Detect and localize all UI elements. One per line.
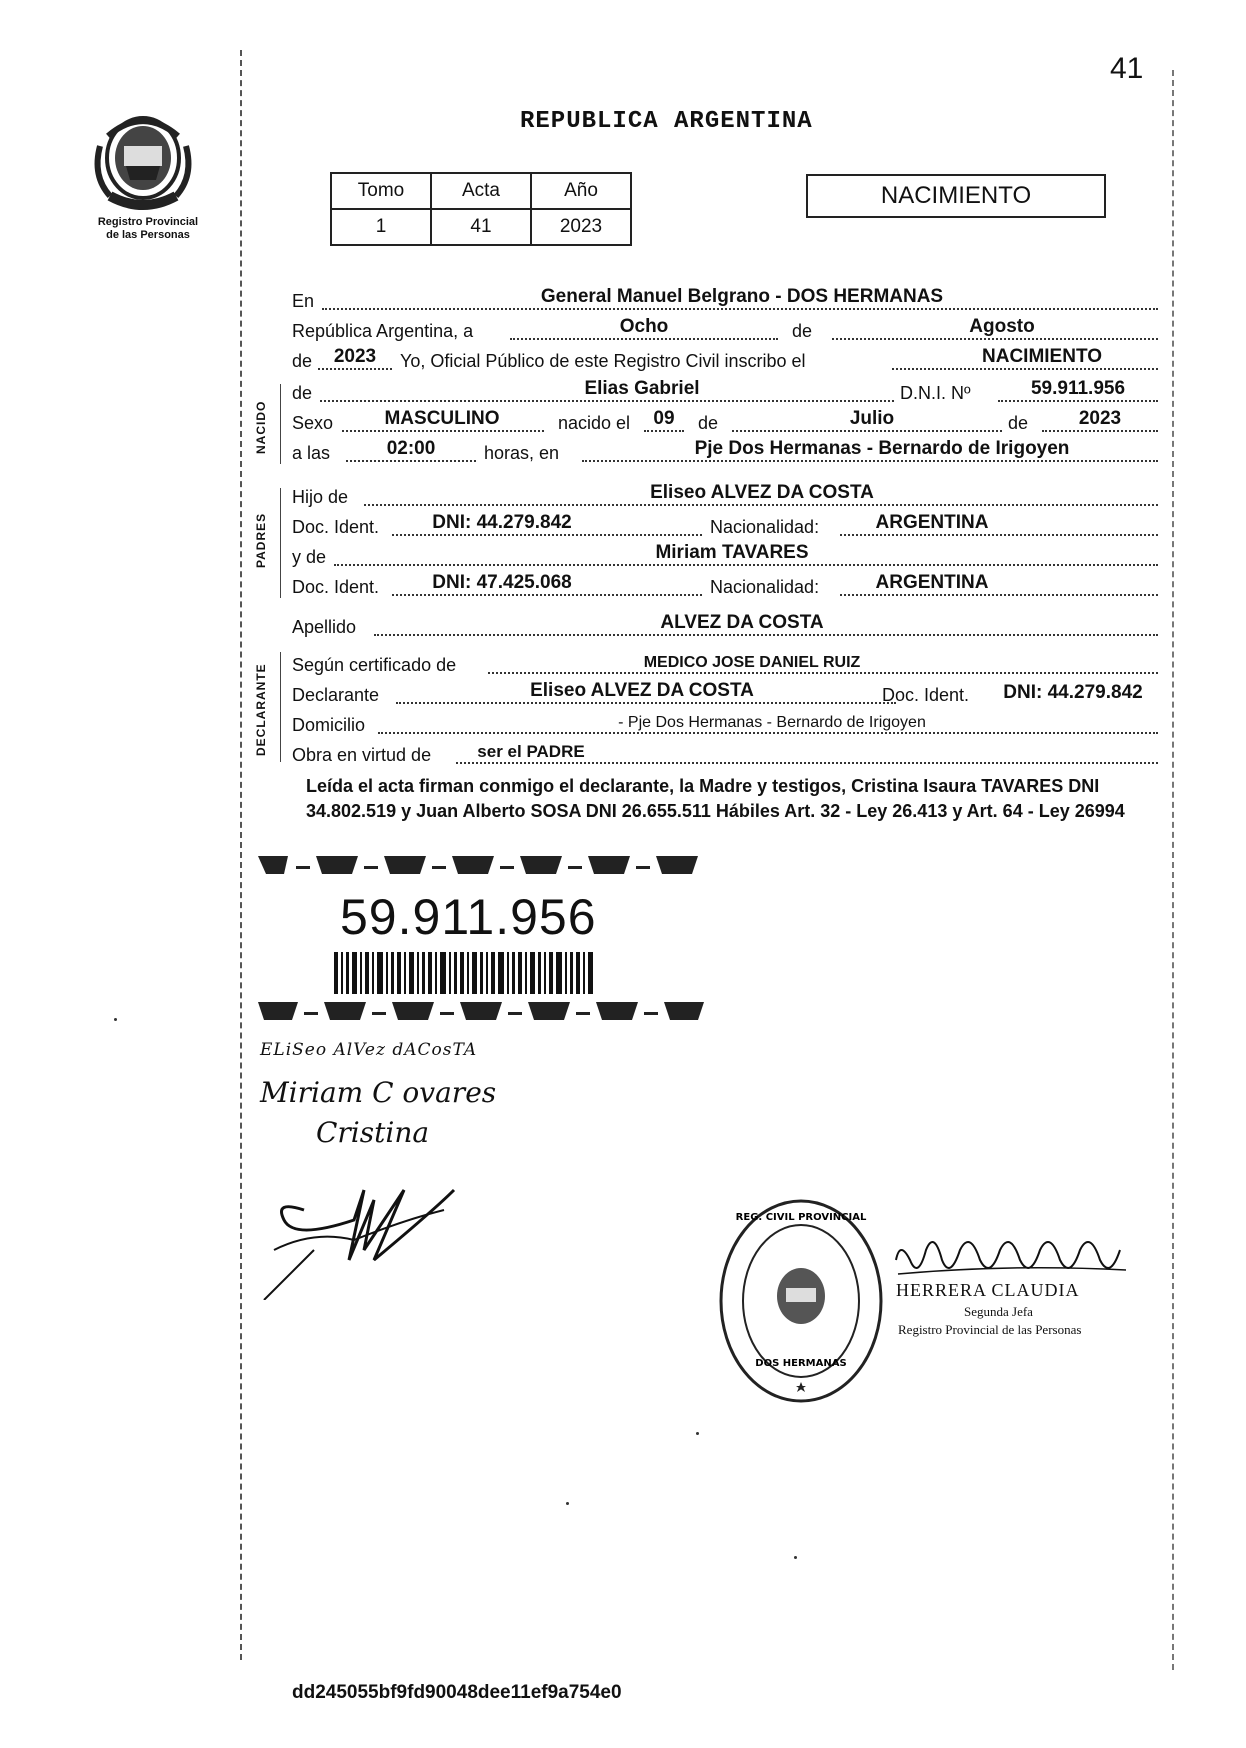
- en-label: En: [292, 291, 315, 311]
- nationality-label: Nacionalidad:: [710, 517, 820, 537]
- child-dni-value: 59.911.956: [1030, 378, 1126, 399]
- official-org: Registro Provincial de las Personas: [898, 1322, 1082, 1337]
- mother-nationality-value: ARGENTINA: [875, 572, 989, 593]
- father-name-value: Eliseo ALVEZ DA COSTA: [650, 482, 874, 503]
- nacido-bar: [280, 384, 281, 464]
- birth-year-value: 2023: [1078, 408, 1122, 429]
- dotted-line: [892, 368, 1158, 370]
- acta-header: Acta: [431, 173, 531, 209]
- official-title: Segunda Jefa: [964, 1304, 1033, 1319]
- mother-label: y de: [292, 547, 327, 567]
- declarant-doc-value: DNI: 44.279.842: [1003, 682, 1143, 703]
- signature-witness2: [254, 1150, 514, 1300]
- dotted-line: [364, 504, 1158, 506]
- birth-month-value: Julio: [849, 408, 895, 429]
- hours-label: horas, en: [484, 443, 560, 463]
- row-child-name: [292, 376, 1160, 406]
- official-seal: [716, 1196, 886, 1406]
- misiones-logo: [88, 96, 198, 216]
- birth-day-value: 09: [653, 408, 675, 429]
- signature-father: ELiSeo AlVez dACosTA: [260, 1040, 478, 1060]
- scan-speck: [114, 1018, 117, 1021]
- row-capacity: [292, 738, 1160, 768]
- section-nacido: NACIDO: [254, 400, 268, 454]
- sex-value: MASCULINO: [384, 408, 500, 429]
- dotted-line: [334, 564, 1158, 566]
- registry-caption: [78, 216, 218, 242]
- svg-text:REG. CIVIL PROVINCIAL: REG. CIVIL PROVINCIAL: [735, 1212, 867, 1223]
- dotted-line: [832, 338, 1158, 340]
- official-name: HERRERA CLAUDIA: [896, 1280, 1080, 1300]
- padres-bar: [280, 488, 281, 598]
- closing-statement: Leída el acta firman conmigo el declarante, la Madre y testigos, Cristina Isaura TAVARES DNI 34.802.519 y Juan Alberto SOSA DNI 26.655.511 Hábiles Art. 32 - Ley 26.413 y Art. 64 - Ley 26994: [306, 776, 1125, 821]
- declarant-value: Eliseo ALVEZ DA COSTA: [530, 680, 754, 701]
- mother-name-value: Miriam TAVARES: [655, 542, 809, 563]
- declarante-bar: [280, 652, 281, 762]
- document-hash: dd245055bf9fd90048dee11ef9a754e0: [292, 1682, 622, 1703]
- section-declarante: DECLARANTE: [254, 663, 268, 756]
- republica-label: República Argentina, a: [292, 321, 474, 341]
- row-time-place: [292, 436, 1160, 466]
- dotted-line: [392, 534, 702, 536]
- surname-label: Apellido: [292, 617, 357, 637]
- row-father: [292, 480, 1160, 510]
- row-mother-doc: [292, 570, 1160, 600]
- right-margin-line: [1172, 70, 1174, 1670]
- ano-header: Año: [531, 173, 631, 209]
- dotted-line: [396, 702, 896, 704]
- tomo-value: 1: [331, 209, 431, 245]
- doc-label: Doc. Ident.: [292, 517, 380, 537]
- born-label: nacido el: [558, 413, 631, 433]
- row-surname: [292, 610, 1160, 640]
- dni-label: D.N.I. Nº: [900, 383, 971, 403]
- dotted-line: [392, 594, 702, 596]
- address-value: - Pje Dos Hermanas - Bernardo de Irigoyen: [618, 714, 926, 731]
- birth-de2-label: de: [1008, 413, 1029, 433]
- birth-time-value: 02:00: [386, 438, 436, 459]
- mother-doc-value: DNI: 47.425.068: [432, 572, 572, 593]
- record-table: [330, 172, 632, 246]
- scan-speck: [696, 1432, 699, 1435]
- svg-text:DOS HERMANAS: DOS HERMANAS: [755, 1358, 847, 1369]
- row-date: [292, 314, 1160, 344]
- scan-speck: [794, 1556, 797, 1559]
- dotted-line: [378, 732, 1158, 734]
- year-value: 2023: [333, 346, 377, 367]
- father-label: Hijo de: [292, 487, 349, 507]
- father-doc-value: DNI: 44.279.842: [432, 512, 572, 533]
- record-type: NACIMIENTO: [806, 174, 1106, 218]
- birth-de-label: de: [698, 413, 719, 433]
- sex-label: Sexo: [292, 413, 334, 433]
- dotted-line: [582, 460, 1158, 462]
- declarant-label: Declarante: [292, 685, 380, 705]
- stamp-band-bottom: [258, 998, 710, 1024]
- row-sex-birth: [292, 406, 1160, 436]
- child-name-value: Elias Gabriel: [584, 378, 700, 399]
- registry-caption-line2: de las Personas: [106, 229, 190, 241]
- dotted-line: [840, 594, 1158, 596]
- dotted-line: [322, 308, 1158, 310]
- name-label: de: [292, 383, 313, 403]
- scan-speck: [566, 1502, 569, 1505]
- signature-mother: Miriam C ovares: [260, 1076, 497, 1109]
- capacity-label: Obra en virtud de: [292, 745, 432, 765]
- row-certificate: [292, 648, 1160, 678]
- barcode: [334, 952, 594, 994]
- certificate-value: MEDICO JOSE DANIEL RUIZ: [643, 654, 861, 671]
- dotted-line: [998, 400, 1158, 402]
- section-padres: PADRES: [254, 512, 268, 568]
- dotted-line: [732, 430, 1002, 432]
- row-address: [292, 708, 1160, 738]
- dotted-line: [374, 634, 1158, 636]
- country-header: REPUBLICA ARGENTINA: [520, 108, 813, 135]
- acta-value: 41: [431, 209, 531, 245]
- dotted-line: [346, 460, 476, 462]
- year-prefix-label: de: [292, 351, 313, 371]
- dotted-line: [318, 368, 392, 370]
- row-declarant: [292, 678, 1160, 708]
- day-words-value: Ocho: [619, 316, 669, 337]
- dotted-line: [342, 430, 544, 432]
- event-value: NACIMIENTO: [982, 346, 1102, 367]
- dni-stamp: 59.911.956: [340, 889, 597, 945]
- address-label: Domicilio: [292, 715, 366, 735]
- signature-area: [254, 1040, 554, 1300]
- dotted-line: [510, 338, 778, 340]
- nationality-label: Nacionalidad:: [710, 577, 820, 597]
- time-label: a las: [292, 443, 331, 463]
- row-year: [292, 344, 1160, 374]
- dotted-line: [840, 534, 1158, 536]
- dotted-line: [320, 400, 894, 402]
- seal-text: DELEG. UN DEL REG. CIVIL PROVINCIAL DE LAS PERSONAS - PJE. DOS HERMANAS: [700, 1410, 890, 1430]
- declarant-doc-label: Doc. Ident.: [882, 685, 970, 705]
- father-nationality-value: ARGENTINA: [875, 512, 989, 533]
- row-location: [292, 284, 1160, 314]
- month-value: Agosto: [969, 316, 1035, 337]
- birth-place-value: Pje Dos Hermanas - Bernardo de Irigoyen: [694, 438, 1070, 459]
- ano-value: 2023: [531, 209, 631, 245]
- de-label: de: [792, 321, 813, 341]
- dotted-line: [1042, 430, 1158, 432]
- row-father-doc: [292, 510, 1160, 540]
- location-value: General Manuel Belgrano - DOS HERMANAS: [540, 286, 944, 307]
- signature-witness: Cristina: [316, 1116, 430, 1149]
- dotted-line: [456, 762, 1158, 764]
- capacity-value: ser el PADRE: [477, 742, 585, 761]
- tomo-header: Tomo: [331, 173, 431, 209]
- doc-label: Doc. Ident.: [292, 577, 380, 597]
- surname-value: ALVEZ DA COSTA: [660, 612, 824, 633]
- stamp-band-top: [258, 852, 710, 878]
- certificate-label: Según certificado de: [292, 655, 457, 675]
- dotted-line: [488, 672, 1158, 674]
- page-number: 41: [1110, 52, 1144, 85]
- left-margin-line: [240, 50, 242, 1660]
- official-text: Yo, Oficial Público de este Registro Civil inscribo el: [400, 351, 806, 371]
- dotted-line: [644, 430, 684, 432]
- registry-caption-line1: Registro Provincial: [97, 216, 199, 228]
- row-mother: [292, 540, 1160, 570]
